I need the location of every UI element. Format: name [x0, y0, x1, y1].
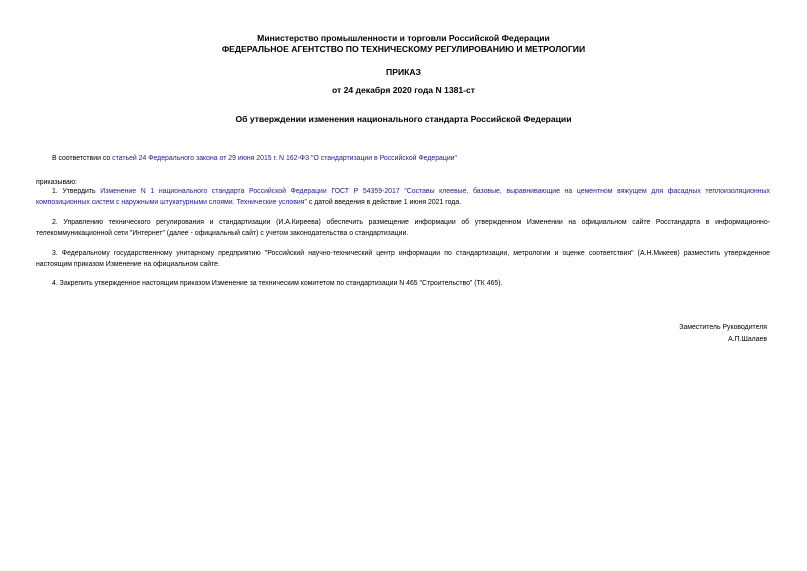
order-item-4: [36, 279, 770, 290]
standard-amendment-link-continued[interactable]: композиционных систем с наружными штукатурными слоями. Технические условия": [36, 198, 307, 206]
item-4-line-1: 4. Закрепить утвержденное настоящим приказом Изменение за техническим комитетом по стандартизации N 465 "Строительство" (ТК 465).: [52, 280, 503, 287]
item-1-suffix: с датой введения в действие 1 июня 2021 года.: [306, 198, 462, 206]
document-type: ПРИКАЗ: [386, 67, 421, 77]
order-item-3: [36, 249, 770, 270]
item-2-line-2: телекоммуникационной сети "Интернет" (далее - официальный сайт) с учетом законодательства о стандартизации.: [36, 229, 409, 237]
agency-heading: ФЕДЕРАЛЬНОЕ АГЕНТСТВО ПО ТЕХНИЧЕСКОМУ РЕГУЛИРОВАНИЮ И МЕТРОЛОГИИ: [221, 44, 586, 54]
item-3-line-2: настоящим приказом Изменение на официальном сайте.: [36, 260, 220, 268]
order-item-2: [36, 218, 770, 239]
document-date-number: от 24 декабря 2020 года N 1381-ст: [331, 85, 476, 95]
order-word: приказываю:: [36, 179, 77, 186]
item-1-prefix: 1. Утвердить: [52, 188, 101, 195]
document-title: Об утверждении изменения национального стандарта Российской Федерации: [235, 114, 572, 124]
federal-law-link[interactable]: статьей 24 Федерального закона от 29 июня 2015 г. N 162-ФЗ "О стандартизации в Российской Федерации": [112, 155, 457, 162]
item-3-line-1: 3. Федеральному государственному унитарному предприятию "Российский научно-технический центр информации по стандартизации, метрологии и оценке соответствия" (А.Н.Микеев) разместить утвержденное: [52, 250, 770, 257]
signature-name: А.П.Шалаев: [728, 336, 767, 343]
item-2-line-1: 2. Управлению технического регулирования и стандартизации (И.А.Киреева) обеспечить размещение информации об утвержденном Изменении на официальном сайте Росстандарта в информационно-: [52, 219, 770, 226]
order-item-1: [36, 187, 770, 208]
preamble: [52, 154, 762, 165]
ministry-heading: Министерство промышленности и торговли Российской Федерации: [257, 33, 550, 43]
standard-amendment-link[interactable]: Изменение N 1 национального стандарта Российской Федерации ГОСТ Р 54359-2017 "Составы клеевые, базовые, выравнивающие на цементном вяжущем для фасадных теплоизоляционных: [100, 188, 770, 195]
preamble-text: В соответствии со: [52, 155, 113, 162]
signature-position: Заместитель Руководителя: [679, 324, 767, 331]
